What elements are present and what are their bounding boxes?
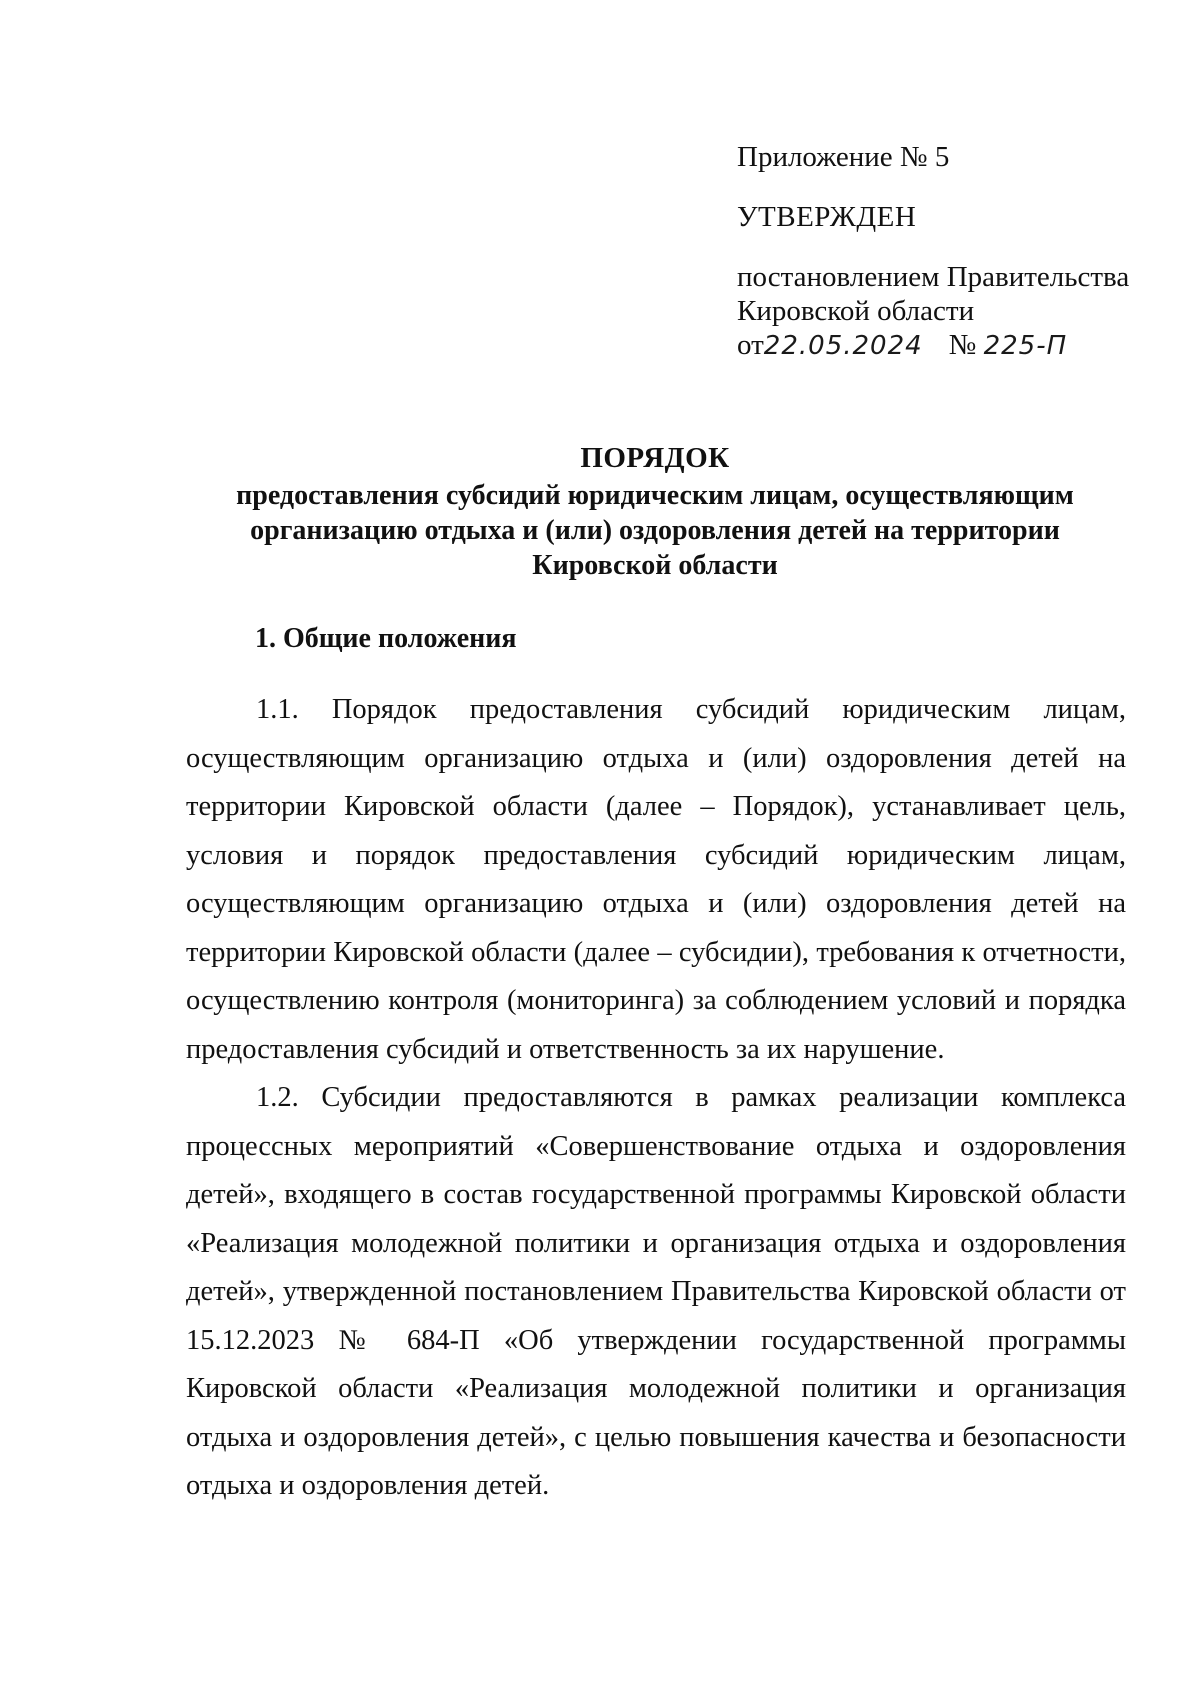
- date-prefix: от: [737, 329, 764, 361]
- approval-date-line: [737, 328, 1129, 363]
- document-subtitle-line-3: Кировской области: [532, 550, 778, 581]
- paragraph-1-2: 1.2. Субсидии предоставляются в рамках реализации комплекса процессных мероприятий «Совершенствование отдыха и оздоровления детей», входящего в состав государственной программы Кировской области «Реализация молодежной политики и организация отдыха и оздоровления детей», утвержденной постановлением Правительства Кировской области от 15.12.2023 № 684-П «Об утверждении государственной программы Кировской области «Реализация молодежной политики и организация отдыха и оздоровления детей», с целью повышения качества и безопасности отдыха и оздоровления детей.: [186, 1082, 1126, 1501]
- approval-line-1: постановлением Правительства: [737, 261, 1130, 293]
- paragraph-1-1: 1.1. Порядок предоставления субсидий юридическим лицам, осуществляющим организацию отдыха и (или) оздоровления детей на территории Кировской области (далее – Порядок), устанавливает цель, условия и порядок предоставления субсидий юридическим лицам, осуществляющим организацию отдыха и (или) оздоровления детей на территории Кировской области (далее – субсидии), требования к отчетности, осуществлению контроля (мониторинга) за соблюдением условий и порядка предоставления субсидий и ответственность за их нарушение.: [186, 694, 1126, 1065]
- approval-block: [737, 140, 1129, 363]
- section-body: [186, 686, 1126, 1511]
- approved-label: УТВЕРЖДЕН: [737, 201, 917, 233]
- document-title-block: [180, 441, 1130, 583]
- document-subtitle-line-1: предоставления субсидий юридическим лицам, осуществляющим: [236, 480, 1074, 511]
- section-heading: 1. Общие положения: [255, 623, 517, 654]
- handwritten-date: 22.05.2024: [763, 331, 923, 361]
- approval-line-2: Кировской области: [737, 295, 975, 327]
- handwritten-number: 225-П: [983, 331, 1068, 361]
- number-prefix: №: [948, 329, 977, 361]
- annex-label: Приложение № 5: [737, 141, 950, 173]
- document-title: ПОРЯДОК: [580, 442, 730, 474]
- document-subtitle-line-2: организацию отдыха и (или) оздоровления детей на территории: [250, 515, 1060, 546]
